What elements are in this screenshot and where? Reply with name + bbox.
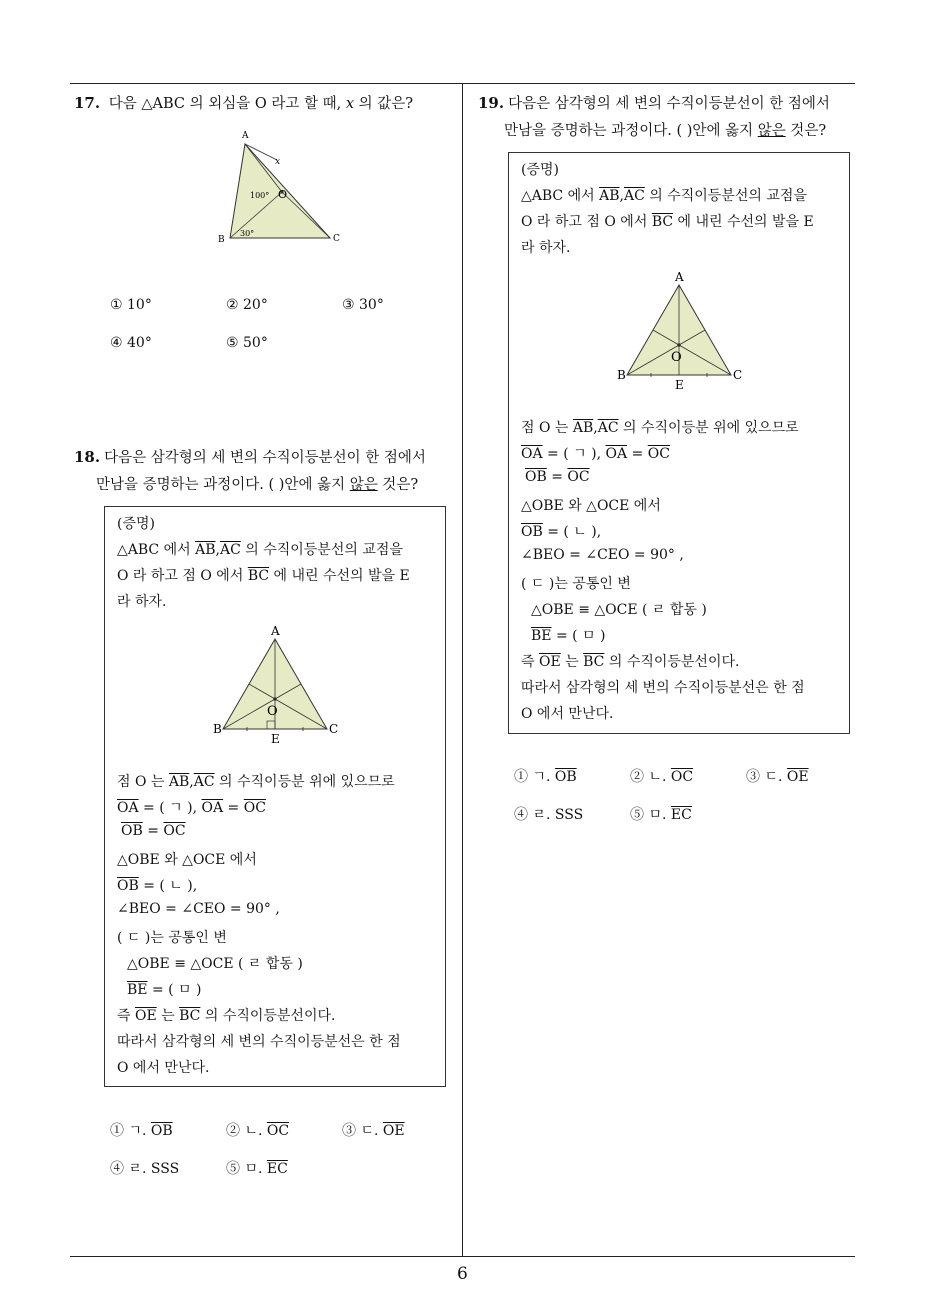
proof-line-2: O 라 하고 점 O 에서 $\overline{BC}$ 에 내린 수선의 발을 E xyxy=(117,568,410,584)
proof-line-3: 라 하자. xyxy=(117,594,167,610)
proof-line-14: 따라서 삼각형의 세 변의 수직이등분선은 한 점 xyxy=(521,680,805,696)
question-text-end: 것은? xyxy=(377,477,419,493)
q17-choice-1[interactable]: ① 10° xyxy=(110,297,152,313)
question-17 xyxy=(74,90,413,118)
vertex-c-label: C xyxy=(329,722,339,736)
q17-choice-5[interactable]: ⑤ 50° xyxy=(226,335,268,351)
proof-line-12: $\overline{BE}$ = ( ㅁ ) xyxy=(531,628,606,644)
q19-choice-2[interactable]: ② ㄴ. $\overline{OC}$ xyxy=(630,769,694,785)
proof-line-10: ( ㄷ )는 공통인 변 xyxy=(521,576,631,592)
proof-line-14: 따라서 삼각형의 세 변의 수직이등분선은 한 점 xyxy=(117,1034,401,1050)
q19-choice-1[interactable]: ① ㄱ. $\overline{OB}$ xyxy=(514,769,577,785)
question-text: 다음은 삼각형의 세 변의 수직이등분선이 한 점에서 xyxy=(508,96,830,112)
question-text: 다음은 삼각형의 세 변의 수직이등분선이 한 점에서 xyxy=(104,450,426,466)
question-text-end: 것은? xyxy=(785,123,827,139)
q18-choice-3[interactable]: ③ ㄷ. $\overline{OE}$ xyxy=(342,1123,405,1139)
center-o-label: O xyxy=(278,188,288,201)
angle-100-label: 100° xyxy=(250,191,270,200)
proof-line-2: O 라 하고 점 O 에서 $\overline{BC}$ 에 내린 수선의 발을 E xyxy=(521,214,814,230)
proof-line-7: △OBE 와 △OCE 에서 xyxy=(117,852,257,868)
angle-30-label: 30° xyxy=(240,229,255,238)
proof-line-15: O 에서 만난다. xyxy=(117,1060,210,1076)
q18-choice-1[interactable]: ① ㄱ. $\overline{OB}$ xyxy=(110,1123,173,1139)
q19-choice-3[interactable]: ③ ㄷ. $\overline{OE}$ xyxy=(746,769,809,785)
proof-line-8: $\overline{OB}$ = ( ㄴ ), xyxy=(521,524,602,540)
proof-line-6: $\overline{OB} = \overline{OC}$ xyxy=(525,469,590,485)
proof-title: (증명) xyxy=(117,516,155,532)
question-number: 17. xyxy=(74,94,101,112)
center-o-label: O xyxy=(671,350,682,365)
proof-line-10: ( ㄷ )는 공통인 변 xyxy=(117,930,227,946)
emphasis-underline: 않은 xyxy=(349,477,378,493)
vertex-a-label: A xyxy=(675,271,684,284)
proof-line-7: △OBE 와 △OCE 에서 xyxy=(521,498,661,514)
proof-line-1: △ABC 에서 $\overline{AB},\overline{AC}$ 의 수직이등분선의 교점을 xyxy=(117,542,403,558)
vertex-a-label: A xyxy=(271,625,280,638)
q17-choice-3[interactable]: ③ 30° xyxy=(342,297,384,313)
question-number: 18. xyxy=(74,448,101,466)
q17-triangle-figure xyxy=(212,128,352,248)
question-text: 다음 △ABC 의 외심을 O 라고 할 때, xyxy=(108,96,346,112)
proof-line-5: $\overline{OA}$ = ( ㄱ ), $\overline{OA} = \overline{OC}$ xyxy=(117,800,266,816)
q17-choice-2[interactable]: ② 20° xyxy=(226,297,268,313)
proof-title: (증명) xyxy=(521,162,559,178)
question-text: 만남을 증명하는 과정이다. ( )안에 옳지 xyxy=(504,123,758,139)
proof-line-1: △ABC 에서 $\overline{AB},\overline{AC}$ 의 수직이등분선의 교점을 xyxy=(521,188,807,204)
question-19 xyxy=(478,90,830,145)
proof-triangle-figure xyxy=(205,625,345,745)
q19-proof-box xyxy=(508,152,850,734)
proof-line-4: 점 O 는 $\overline{AB},\overline{AC}$ 의 수직이등분 위에 있으므로 xyxy=(521,420,799,436)
foot-e-label: E xyxy=(675,378,684,391)
proof-line-5: $\overline{OA}$ = ( ㄱ ), $\overline{OA} = \overline{OC}$ xyxy=(521,446,670,462)
question-18 xyxy=(74,444,426,499)
q19-choice-5[interactable]: ⑤ ㅁ. $\overline{EC}$ xyxy=(630,807,692,823)
vertex-b-label: B xyxy=(213,722,222,736)
proof-line-9: ∠BEO = ∠CEO = 90° , xyxy=(521,547,684,563)
question-number: 19. xyxy=(478,94,505,112)
q17-choice-4[interactable]: ④ 40° xyxy=(110,335,152,351)
q18-choice-4[interactable]: ④ ㄹ. SSS xyxy=(110,1161,180,1177)
proof-line-3: 라 하자. xyxy=(521,240,571,256)
vertex-b-label: B xyxy=(218,235,225,245)
question-line-1 xyxy=(478,90,830,118)
proof-line-12: $\overline{BE}$ = ( ㅁ ) xyxy=(127,982,202,998)
center-o-label: O xyxy=(267,704,278,719)
question-text: 만남을 증명하는 과정이다. ( )안에 옳지 xyxy=(96,477,350,493)
q18-choice-2[interactable]: ② ㄴ. $\overline{OC}$ xyxy=(226,1123,290,1139)
vertex-a-label: A xyxy=(242,131,249,141)
emphasis-underline: 않은 xyxy=(757,123,786,139)
vertex-c-label: C xyxy=(733,368,743,382)
proof-line-15: O 에서 만난다. xyxy=(521,706,614,722)
angle-x-label: x xyxy=(275,157,281,167)
question-variable: x xyxy=(345,96,354,112)
q18-proof-box xyxy=(104,506,446,1087)
proof-line-9: ∠BEO = ∠CEO = 90° , xyxy=(117,901,280,917)
q18-choice-5[interactable]: ⑤ ㅁ. $\overline{EC}$ xyxy=(226,1161,288,1177)
proof-line-13: 즉 $\overline{OE}$ 는 $\overline{BC}$ 의 수직이등분선이다. xyxy=(117,1008,336,1024)
proof-line-8: $\overline{OB}$ = ( ㄴ ), xyxy=(117,878,198,894)
vertex-c-label: C xyxy=(333,234,340,244)
proof-line-4: 점 O 는 $\overline{AB},\overline{AC}$ 의 수직이등분 위에 있으므로 xyxy=(117,774,395,790)
question-line-2 xyxy=(478,118,830,145)
proof-line-11: △OBE ≡ △OCE ( ㄹ 합동 ) xyxy=(127,956,303,972)
column-divider xyxy=(462,83,463,1257)
question-line-1 xyxy=(74,444,426,472)
question-line-2 xyxy=(74,472,426,499)
page-number: 6 xyxy=(457,1264,468,1284)
proof-line-11: △OBE ≡ △OCE ( ㄹ 합동 ) xyxy=(531,602,707,618)
vertex-b-label: B xyxy=(617,368,626,382)
proof-triangle-figure xyxy=(613,271,753,391)
question-text-end: 의 값은? xyxy=(354,96,414,112)
proof-line-13: 즉 $\overline{OE}$ 는 $\overline{BC}$ 의 수직이등분선이다. xyxy=(521,654,740,670)
foot-e-label: E xyxy=(271,732,280,745)
proof-line-6: $\overline{OB} = \overline{OC}$ xyxy=(121,823,186,839)
q19-choice-4[interactable]: ④ ㄹ. SSS xyxy=(514,807,584,823)
